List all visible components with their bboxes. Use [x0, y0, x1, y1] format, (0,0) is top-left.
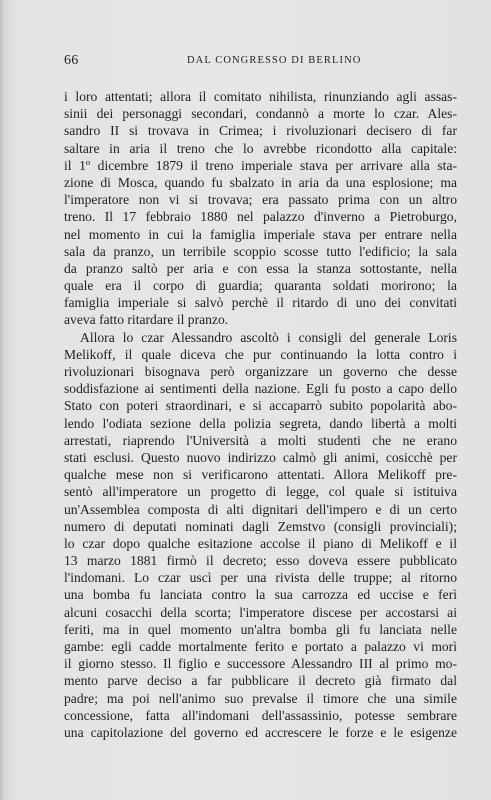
- page-number: 66: [64, 53, 79, 68]
- text-line: sentò all'imperatore un progetto di legge, col quale si istituiva: [64, 484, 457, 500]
- text-line: aveva fatto ritardare il pranzo.: [64, 312, 229, 328]
- text-line: qualche mese non si verificarono attentati. Allora Melikoff pre-: [64, 467, 457, 483]
- text-line: Allora lo czar Alessandro ascoltò i consigli del generale Loris: [80, 329, 457, 345]
- text-line: concessione, fatta all'indomani dell'assassinio, potesse sembrare: [64, 707, 457, 723]
- text-line: l'imperatore non vi si trovava; era passato prima con un altro: [64, 192, 457, 208]
- text-line: arrestati, riaprendo l'Università a molti studenti che ne erano: [64, 432, 457, 448]
- text-line: l'indomani. Lo czar uscì per una rivista delle truppe; al ritorno: [64, 570, 457, 586]
- text-line: soddisfazione ai sentimenti della nazione. Egli fu posto a capo dello: [64, 381, 457, 397]
- text-line: mento parve deciso a far pubblicare il decreto già firmato dal: [64, 673, 457, 689]
- text-line: da pranzo saltò per aria e con essa la stanza sottostante, nella: [64, 260, 457, 276]
- text-line: saltare in aria il treno che lo avrebbe ricondotto alla capitale:: [64, 140, 457, 156]
- text-line: feriti, ma in quel momento un'altra bomba gli fu lanciata nelle: [64, 621, 457, 637]
- text-line: alcuni cosacchi della scorta; l'imperatore discese per accostarsi ai: [64, 604, 457, 620]
- text-line: un'Assemblea composta di alti dignitari dell'impero e di un certo: [64, 501, 457, 517]
- text-line: una bomba fu lanciata contro la sua carrozza ed uccise e ferì: [64, 587, 457, 603]
- running-title: DAL CONGRESSO DI BERLINO: [187, 55, 362, 66]
- text-line: il 1º dicembre 1879 il treno imperiale stava per arrivare alla sta-: [64, 157, 457, 173]
- text-line: famiglia imperiale si salvò perchè il ritardo di uno dei convitati: [64, 295, 457, 311]
- text-line: una capitolazione del governo ed accrescere le forze e le esigenze: [64, 724, 457, 740]
- text-line: i loro attentati; allora il comitato nihilista, rinunziando agli assas-: [64, 89, 457, 104]
- text-line: 13 marzo 1881 firmò il decreto; esso doveva essere pubblicato: [64, 553, 457, 569]
- text-line: padre; ma poi nell'animo suo prevalse il timore che una simile: [64, 690, 457, 706]
- text-line: rivoluzionari bisognava però organizzare un governo che desse: [64, 364, 457, 379]
- text-line: sala da pranzo, un terribile scoppio scosse tutto l'edificio; la sala: [64, 243, 457, 259]
- text-line: stati esclusi. Questo nuovo indirizzo calmò gli animi, cosicchè per: [64, 449, 457, 465]
- text-line: nel momento in cui la famiglia imperiale stava per entrare nella: [64, 226, 457, 242]
- text-line: numero di deputati nominati dagli Zemstvo (consigli provinciali);: [64, 518, 457, 534]
- text-line: lendo l'odiata sezione della polizia segreta, dando libertà a molti: [64, 415, 457, 431]
- text-line: gambe: egli cadde mortalmente ferito e portato a palazzo vi morì: [64, 639, 457, 654]
- text-line: Melikoff, il quale diceva che pur continuando la lotta contro i: [64, 346, 457, 362]
- text-line: sandro II si trovava in Crimea; i rivoluzionari decisero di far: [64, 123, 457, 139]
- text-line: sinii dei personaggi secondari, condannò a morte lo czar. Ales-: [64, 106, 457, 122]
- text-line: Stato con poteri straordinari, e si accaparrò subito popolarità abo-: [64, 398, 457, 414]
- body-text: [64, 88, 457, 741]
- text-line: quale era il corpo di guardia; quaranta soldati morirono; la: [64, 278, 457, 294]
- text-line: il giorno stesso. Il figlio e successore Alessandro III al primo mo-: [64, 656, 457, 672]
- text-line: lo czar dopo qualche esitazione accolse il piano di Melikoff e il: [64, 535, 457, 551]
- text-line: zione di Mosca, quando fu sbalzato in aria da una esplosione; ma: [64, 174, 457, 190]
- text-line: treno. Il 17 febbraio 1880 nel palazzo d'inverno a Pietroburgo,: [64, 209, 457, 225]
